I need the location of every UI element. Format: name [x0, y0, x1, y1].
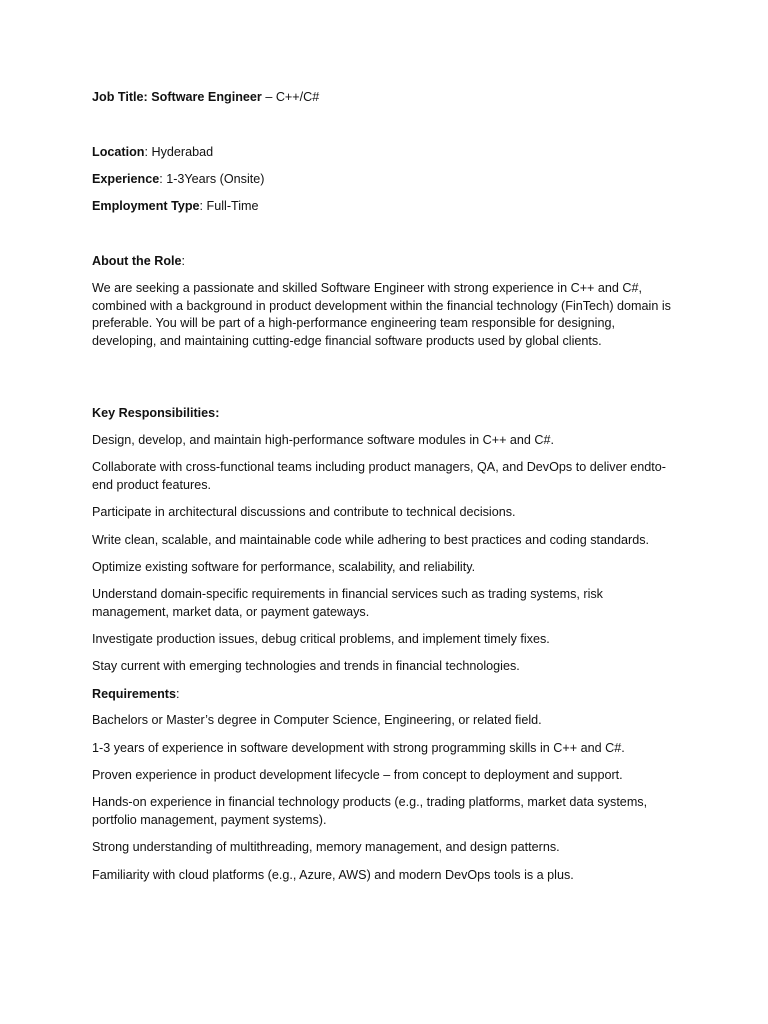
requirements-heading-text: Requirements — [92, 687, 176, 701]
requirements-heading-colon: : — [175, 687, 180, 701]
job-title — [92, 89, 682, 107]
location-label: Location — [92, 145, 145, 159]
responsibility-item: Investigate production issues, debug critical problems, and implement timely fixes. — [92, 632, 550, 646]
requirement-item: Bachelors or Master’s degree in Computer Science, Engineering, or related field. — [92, 713, 542, 727]
responsibility-item: Stay current with emerging technologies and trends in financial technologies. — [92, 659, 520, 673]
responsibilities-heading — [92, 405, 682, 423]
job-title-value: – C++/C# — [261, 90, 320, 104]
responsibility-item: Participate in architectural discussions and contribute to technical decisions. — [92, 505, 516, 519]
responsibility-item: Understand domain-specific requirements in financial services such as trading systems, risk management, market data, or payment gateways. — [92, 587, 603, 619]
job-title-label: Job Title: Software Engineer — [92, 90, 262, 104]
about-body: We are seeking a passionate and skilled Software Engineer with strong experience in C++ and C#, combined with a background in product development within the financial technology (FinTech) domain is preferable. You will be part of a high-performance engineering team responsible for designing, developing, and maintaining cutting-edge financial software products used by global clients. — [92, 281, 671, 348]
employment-type-value: : Full-Time — [199, 199, 259, 213]
responsibilities-heading-colon: : — [215, 406, 220, 420]
experience-value: : 1-3Years (Onsite) — [159, 172, 265, 186]
experience-label: Experience — [92, 172, 160, 186]
requirement-item: Hands-on experience in financial technology products (e.g., trading platforms, market data systems, portfolio management, payment systems). — [92, 795, 648, 827]
requirement-item: Familiarity with cloud platforms (e.g., Azure, AWS) and modern DevOps tools is a plus. — [92, 868, 574, 882]
responsibility-item: Collaborate with cross-functional teams including product managers, QA, and DevOps to deliver endto-end product features. — [92, 460, 667, 492]
responsibilities-heading-text: Key Responsibilities — [92, 406, 216, 420]
requirements-heading — [92, 686, 682, 704]
about-heading — [92, 253, 682, 271]
employment-type-line — [92, 198, 682, 216]
responsibility-item: Optimize existing software for performance, scalability, and reliability. — [92, 560, 476, 574]
location-line — [92, 144, 682, 162]
experience-line — [92, 171, 682, 189]
responsibility-item: Write clean, scalable, and maintainable code while adhering to best practices and coding standards. — [92, 533, 650, 547]
location-value: : Hyderabad — [144, 145, 214, 159]
about-heading-colon: : — [181, 254, 186, 268]
requirement-item: Proven experience in product development lifecycle – from concept to deployment and support. — [92, 768, 623, 782]
requirement-item: Strong understanding of multithreading, memory management, and design patterns. — [92, 840, 560, 854]
document-page — [92, 0, 682, 1024]
employment-type-label: Employment Type — [92, 199, 200, 213]
requirement-item: 1-3 years of experience in software development with strong programming skills in C++ and C#. — [92, 741, 625, 755]
responsibility-item: Design, develop, and maintain high-performance software modules in C++ and C#. — [92, 433, 555, 447]
about-heading-text: About the Role — [92, 254, 182, 268]
